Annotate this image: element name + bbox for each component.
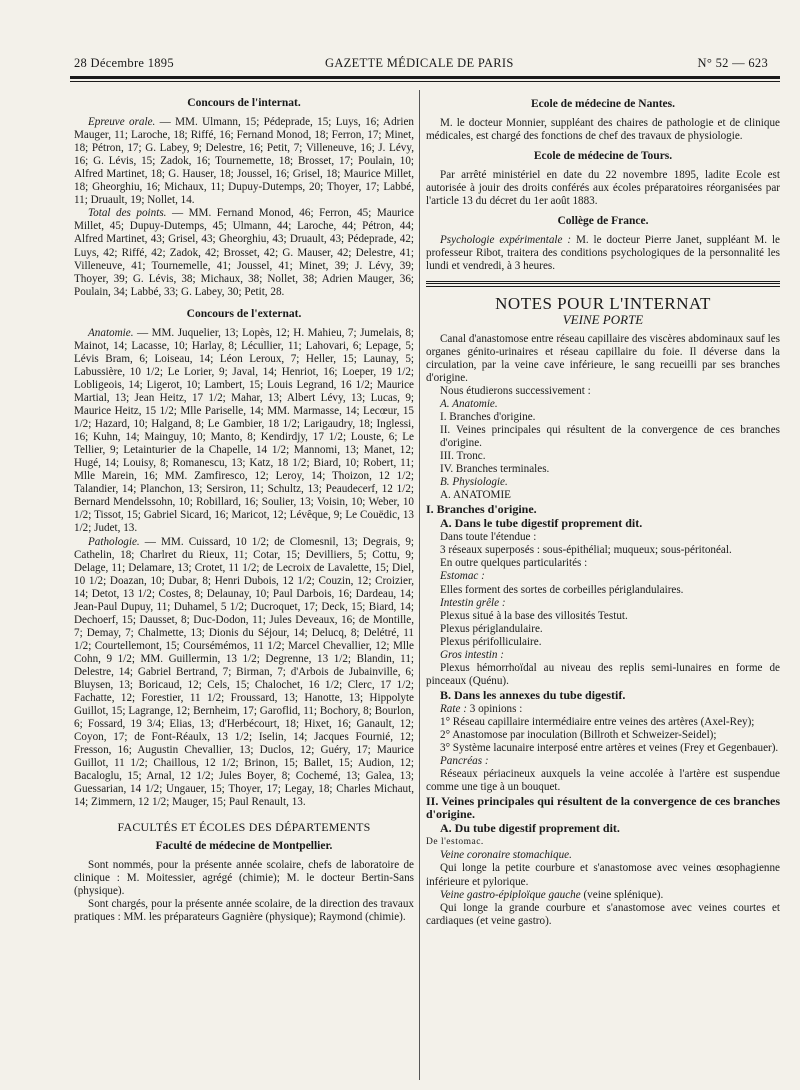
- plan-item-a-text: A. Anatomie.: [440, 397, 498, 410]
- text-intestin-3: Plexus périfolliculaire.: [440, 635, 542, 648]
- label-intestin-grele-text: Intestin grêle :: [440, 596, 506, 609]
- paragraph-total-points: [74, 207, 414, 298]
- left-column: [74, 90, 414, 924]
- label-anatomie: Anatomie.: [88, 326, 134, 339]
- text-intestin-1: Plexus situé à la base des villosités Testut.: [440, 609, 628, 622]
- header-date: 28 Décembre 1895: [74, 56, 174, 70]
- opinion-3: 3° Système lacunaire interposé entre artères et veines (Frey et Gegenbauer).: [440, 742, 779, 755]
- paragraph-nantes: M. le docteur Monnier, suppléant des chaires de pathologie et de clinique médicales, est chargé des fonctions de chef des travaux de physiologie.: [426, 117, 780, 143]
- section-title-college-france: Collège de France.: [557, 215, 649, 228]
- plan-item-1: I. Branches d'origine.: [440, 410, 536, 423]
- column-separator: [419, 90, 420, 1080]
- label-coronaire-text: Veine coronaire stomachique.: [440, 849, 572, 862]
- line-rate: [426, 703, 780, 716]
- label-gastro: Veine gastro-épiploïque gauche: [440, 888, 581, 901]
- paragraph-anatomie: [74, 327, 414, 536]
- text-gros-intestin: Plexus hémorrhoïdal au niveau des replis semi-lunaires en forme de pinceaux (Quénu).: [426, 661, 780, 687]
- header-page-number: N° 52 — 623: [697, 56, 768, 70]
- paragraph-tours: Par arrêté ministériel en date du 22 novembre 1895, ladite Ecole est autorisée à jouir des droits conférés aux écoles préparatoires réorganisées par l'article 13 du décret du 1er août 1883.: [426, 169, 780, 208]
- section-title-tours: Ecole de médecine de Tours.: [533, 150, 673, 163]
- heading-tube-digestif-2: A. Du tube digestif proprement dit.: [440, 821, 620, 836]
- paragraph-college-france: [426, 234, 780, 273]
- text-epreuve-orale: — MM. Ulmann, 15; Pédeprade, 15; Luys, 16; Adrien Mauger, 11; Laroche, 18; Riffé, 16; Fernand Monod, 18; Ferron, 17; Minet, 18; Pétron, 17; G. Labey, 9; Delestre, 16; Petit, 7; Villeneuve, 16; J. Lévy, 16; G. Lévis, 15; Zadok, 16; Tournemette, 18; Brosset, 17; Poulain, 10; Alfred Martinet, 18; G. Hauser, 18; Joussel, 16; Grisel, 18; Maurice Millet, 18; Gheorghiu, 16; Michaux, 11; Dupuy-Dutemps, 20; Thoyer, 17; Labbé, 11; Druault, 19; Nollet, 14.: [74, 116, 414, 207]
- heading-veines-principales: II. Veines principales qui résultent de la convergence de ces branches d'origine.: [426, 794, 780, 822]
- text-reseaux: 3 réseaux superposés : sous-épithélial; muqueux; sous-péritonéal.: [440, 544, 732, 557]
- header-rule-thin: [70, 81, 780, 82]
- right-column: [426, 90, 780, 928]
- label-total-points: Total des points.: [88, 207, 167, 220]
- label-epreuve-orale: Epreuve orale.: [88, 116, 156, 129]
- label-estomac-text: Estomac :: [440, 570, 485, 583]
- text-pathologie: — MM. Cuissard, 10 1/2; de Clomesnil, 13; Degrais, 9; Cathelin, 18; Charlret du Rieux, 11; Cotar, 15; Devilliers, 5; Cottu, 9; Delage, 11; Delamare, 13; Crotet, 11 1/2; de Lecroix de Lavalette, 15; Diel, 10 1/2; Doazan, 10; Dubar, 8; Henri Dubois, 12 1/2; Couzin, 12; Croizier, 14; Detot, 13 1/2; Costes, 8; Delaunay, 10; Paul Darbois, 16; Dardeau, 14; Jean-Paul Dupuy, 11; Duhamel, 5 1/2; Ducroquet, 17; Deck, 15; Biard, 14; Dechoerf, 15; Dausset, 8; Duc-Dodon, 11; Jules Deveaux, 16; de Montille, 7; Demay, 7; Chalmette, 13; Dionis du Séjour, 14; Delucq, 8; Delétré, 11 1/2; Courtellemont, 15; Coursémémos, 11 1/2; Marcel Chevallier, 12; Mlle Cohn, 9 1/2; MM. Guillermin, 13 1/2; Degrenne, 13 1/2; Blandin, 11; Delestre, 14; Gabriel Bertrand, 7; Birman, 7; d'Arbois de Jubainville, 6; Bluysen, 13; Boricaud, 12; Cels, 15; Chalochet, 16 1/2; Clerc, 17 1/2; Fachatte, 12; Forestier, 11 1/2; Froussard, 13; Hanotte, 13; Hippolyte Guillot, 15; Lagrange, 12; Bernheim, 17; Garoflid, 11; Bochory, 8; Bourlon, 6; Fossard, 19 3/4; Elias, 13; d'Herbécourt, 18; Hixet, 16; Ganault, 12; Coyon, 17; de Font-Réaulx, 13 1/2; Iselin, 14; Jacques Fournié, 12; Fresson, 16; Augustin Chevallier, 13; Duclos, 12; Guéry, 17; Maurice Guillot, 11 1/2; Chaillous, 12 1/2; Brinon, 15; Ballet, 15; Audion, 12; Bacaloglu, 15; Arnal, 12 1/2; Jules Boyer, 8; Cochemé, 13; Galea, 13; Guessarian, 14 1/2; Ungauer, 15; Thoyer, 17; Legay, 18; Charles Michaut, 14; Zimmern, 12 1/2; Mauger, 15; Paul Renault, 13.: [74, 535, 414, 809]
- section-divider: [426, 281, 780, 287]
- section-title-facultes: FACULTÉS ET ÉCOLES DES DÉPARTEMENTS: [117, 820, 371, 835]
- notes-subtitle: VEINE PORTE: [562, 311, 644, 327]
- text-estomac: Elles forment des sortes de corbeilles périglandulaires.: [440, 583, 684, 596]
- text-pancreas: Réseaux périacineux auxquels la veine accolée à l'artère est suspendue comme une tige à un bouquet.: [426, 768, 780, 794]
- label-gros-intestin: [426, 649, 780, 662]
- heading-tube-digestif: A. Dans le tube digestif proprement dit.: [440, 516, 643, 531]
- label-pancreas: [426, 755, 780, 768]
- line-gastro: [426, 889, 780, 902]
- paragraph-pathologie: [74, 536, 414, 810]
- plan-item-4: IV. Branches terminales.: [440, 463, 550, 476]
- text-total-points: — MM. Fernand Monod, 46; Ferron, 45; Maurice Millet, 45; Dupuy-Dutemps, 45; Ulmann, 44; Laroche, 44; Pétron, 44; Alfred Martinet, 43; Grisel, 43; Gheorghiu, 43; Druault, 43; Pédeprade, 42; Luys, 42; Riffé, 42; Zadok, 42; Brosset, 42; G. Mauser, 42; Delestre, 41; Villeneuve, 41; Tournemelle, 41; Joussel, 41; Minet, 39; J. Lévy, 39; Thoyer, 39; G. Lévis, 38; Michaux, 38; Nollet, 38; Adrien Mauger, 36; Poulain, 34; Labbé, 33; G. Labey, 30; Petit, 28.: [74, 207, 414, 298]
- text-gastro-parenthesis: (veine splénique).: [583, 888, 664, 901]
- intro-paragraph: Canal d'anastomose entre réseau capillaire des viscères abdominaux sauf les organes génito-urinaires et réseau capillaire du foie. Il déverse dans la circulation, par la veine cave inférieure, le sang recueilli par ses branches d'origine.: [426, 332, 780, 384]
- opinion-2: 2° Anastomose par inoculation (Billroth et Schweizer-Seidel);: [440, 729, 717, 742]
- label-pancreas-text: Pancréas :: [440, 755, 489, 768]
- plan-intro: Nous étudierons successivement :: [440, 384, 591, 397]
- section-title-nantes: Ecole de médecine de Nantes.: [530, 98, 676, 110]
- label-gros-intestin-text: Gros intestin :: [440, 648, 504, 661]
- paragraph-montpellier-2: Sont chargés, pour la présente année scolaire, de la direction des travaux pratiques : MM. les préparateurs Gagnière (physique); Raymond (chimie).: [74, 897, 414, 923]
- label-intestin-grele: [426, 597, 780, 610]
- section-title-externat: Concours de l'externat.: [186, 307, 302, 320]
- label-pathologie: Pathologie.: [88, 535, 140, 548]
- text-psychologie: M. le docteur Pierre Janet, suppléant M. le professeur Ribot, traitera des conditions psychologiques de la personnalité les lundi et vendredi, à 3 heures.: [426, 234, 780, 273]
- heading-branches-origine: I. Branches d'origine.: [426, 502, 537, 517]
- section-title-montpellier: Faculté de médecine de Montpellier.: [155, 839, 333, 852]
- plan-item-b: [426, 476, 780, 489]
- section-title-internat: Concours de l'internat.: [187, 97, 301, 109]
- plan-item-3: III. Tronc.: [440, 450, 486, 463]
- text-etendue: Dans toute l'étendue :: [440, 531, 537, 544]
- plan-item-b-text: B. Physiologie.: [440, 476, 508, 489]
- paragraph-montpellier-1: Sont nommés, pour la présente année scolaire, chefs de laboratoire de clinique : M. Moitessier, agrégé (chimie); M. le docteur Bertin-Sans (physique).: [74, 858, 414, 897]
- header-title: GAZETTE MÉDICALE DE PARIS: [325, 56, 514, 70]
- label-coronaire: [426, 849, 780, 862]
- text-particularites: En outre quelques particularités :: [440, 557, 588, 570]
- heading-annexes: B. Dans les annexes du tube digestif.: [440, 687, 626, 702]
- opinion-1: 1° Réseau capillaire intermédiaire entre veines des artères (Axel-Rey);: [440, 715, 755, 728]
- header-rule-thick: [70, 76, 780, 79]
- label-estomac: [426, 570, 780, 583]
- paragraph-epreuve-orale: [74, 116, 414, 207]
- text-rate: 3 opinions :: [469, 702, 523, 715]
- anatomie-heading: A. ANATOMIE: [440, 489, 511, 502]
- label-psychologie: Psychologie expérimentale :: [440, 234, 572, 247]
- text-coronaire: Qui longe la petite courbure et s'anastomose avec veines œsophagienne inférieure et pylorique.: [426, 862, 780, 888]
- plan-item-2: II. Veines principales qui résultent de la convergence de ces branches d'origine.: [440, 423, 780, 449]
- plan-item-a: [426, 398, 780, 411]
- label-de-estomac: De l'estomac.: [426, 837, 484, 848]
- label-rate: Rate :: [440, 702, 467, 715]
- text-anatomie: — MM. Juquelier, 13; Lopès, 12; H. Mahieu, 7; Jumelais, 8; Mainot, 14; Lacasse, 10; Harlay, 8; Lécullier, 11; Lahovari, 6; Lepage, 5; Lévis Bram, 6; Loiseau, 14; Léon Leroux, 7; Heller, 15; Launay, 5; Labussière, 10 1/2; Le Lorier, 9; Javal, 14; Henriot, 16; Loeper, 19 1/2; Lobligeois, 14; Ligerot, 10; Lambert, 15; Louis Legrand, 16 1/2; Maurice Martial, 13; Jean Heitz, 17 1/2; Mahar, 13; Albert Lévy, 13; Lucas, 9; Maurice Heitz, 15 1/2; Mlle Pariselle, 14; MM. Marmasse, 14; Lecœur, 15 1/2; Hazard, 10; Halgand, 8; Le Gambier, 18 1/2; Larigaudry, 18; Inglessi, 16; Kuhn, 14; Mainguy, 10; Manto, 8; Kendirdjy, 17 1/2; Louste, 6; Le Tellier, 9; Letainturier de la Chapelle, 14 1/2; Mannomi, 13; Manet, 12; Hugé, 14; Louisy, 8; Romanescu, 13; Katz, 18 1/2; Biard, 10; Robert, 11; Mlle Marein, 16; MM. Zamfiresco, 12; Leroy, 14; Thoizon, 12 1/2; Talandier, 14; Planchon, 13; Sersiron, 11; Schultz, 13; Peaudecerf, 12 1/2; Bernard Mendelssohn, 10; Robillard, 16; Soulier, 13; Voisin, 10; Weber, 10 1/2; Tissot, 15; Gabriel Sicard, 16; Maricot, 12; Lévêque, 9; Le Couëdic, 13 1/2; Judet, 13.: [74, 326, 414, 535]
- notes-title: NOTES POUR L'INTERNAT: [495, 293, 711, 313]
- text-gastro: Qui longe la grande courbure et s'anastomose avec veines courtes et cardiaques (et veine gastro).: [426, 901, 780, 927]
- text-intestin-2: Plexus périglandulaire.: [440, 622, 543, 635]
